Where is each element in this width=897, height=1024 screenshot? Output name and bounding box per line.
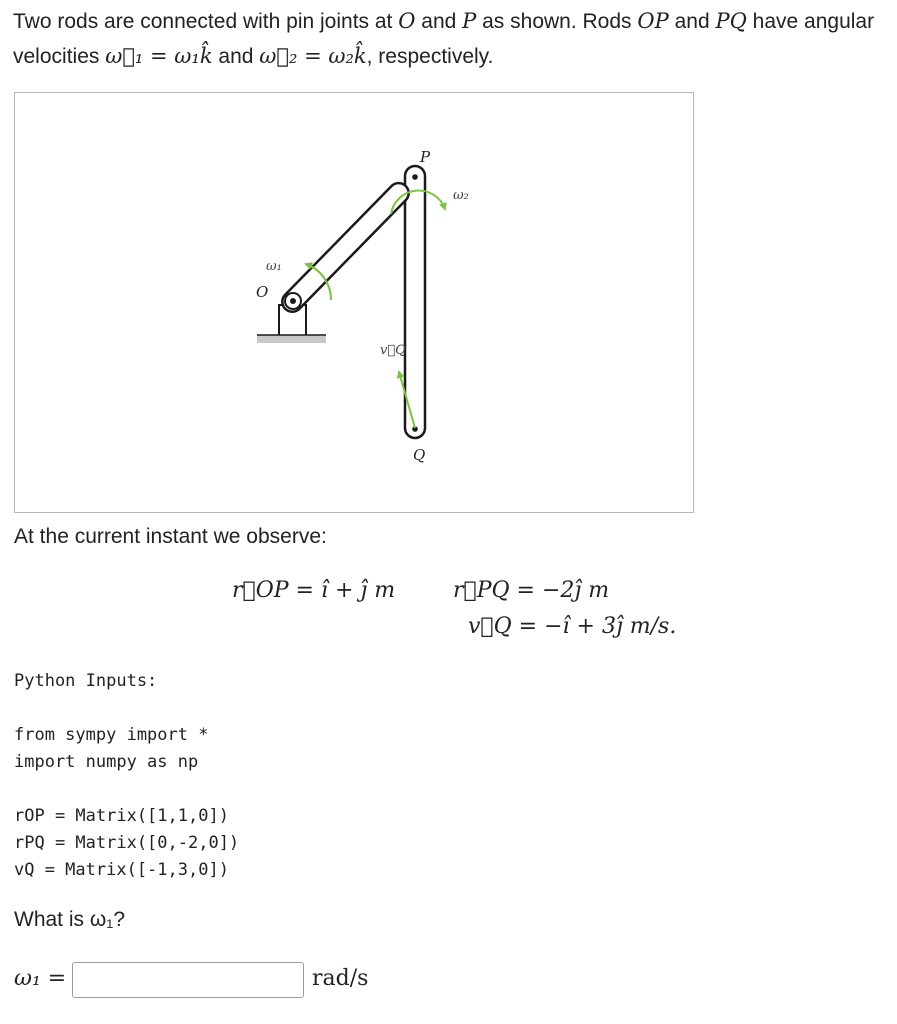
var-P: P xyxy=(462,9,477,33)
var-PQ: PQ xyxy=(715,9,747,33)
label-omega1: ω₁ xyxy=(266,259,282,274)
linkage-figure xyxy=(14,92,694,513)
equation-vQ: v⃗Q = −î + 3ĵ m/s. xyxy=(468,614,677,639)
label-P: P xyxy=(420,148,431,166)
var-OP: OP xyxy=(637,9,669,33)
rod-PQ xyxy=(405,166,425,438)
python-imports: from sympy import * import numpy as np xyxy=(14,725,209,772)
python-heading: Python Inputs: xyxy=(14,671,158,691)
observation-text: At the current instant we observe: xyxy=(14,525,327,548)
python-variables: rOP = Matrix([1,1,0]) rPQ = Matrix([0,-2,0]) vQ = Matrix([-1,3,0]) xyxy=(14,806,240,880)
label-O: O xyxy=(256,283,269,301)
label-Q: Q xyxy=(413,446,426,464)
ground xyxy=(257,335,326,343)
omega1-answer-input[interactable] xyxy=(72,962,304,998)
question-text: What is ω₁? xyxy=(14,908,126,931)
answer-label: ω₁ = xyxy=(14,966,67,991)
linkage-diagram xyxy=(15,93,695,514)
problem-statement: Two rods are connected with pin joints at O and P as shown. Rods OP and PQ have angular velocities ω⃗₁ = ω₁k̂ and ω⃗₂ = ω₂k̂, respectively. xyxy=(13,9,875,68)
omega2-vector: ω⃗₂ = ω₂k̂ xyxy=(259,44,367,68)
pin-O-center xyxy=(290,298,296,304)
equation-rPQ: r⃗PQ = −2ĵ m xyxy=(453,578,610,603)
var-O: O xyxy=(398,9,416,33)
omega1-vector: ω⃗₁ = ω₁k̂ xyxy=(105,44,213,68)
label-omega2: ω₂ xyxy=(453,188,469,203)
pin-P xyxy=(412,174,418,180)
label-vQ: v⃗Q xyxy=(380,343,406,358)
equation-rOP: r⃗OP = î + ĵ m xyxy=(232,578,396,603)
answer-unit: rad/s xyxy=(312,966,369,991)
